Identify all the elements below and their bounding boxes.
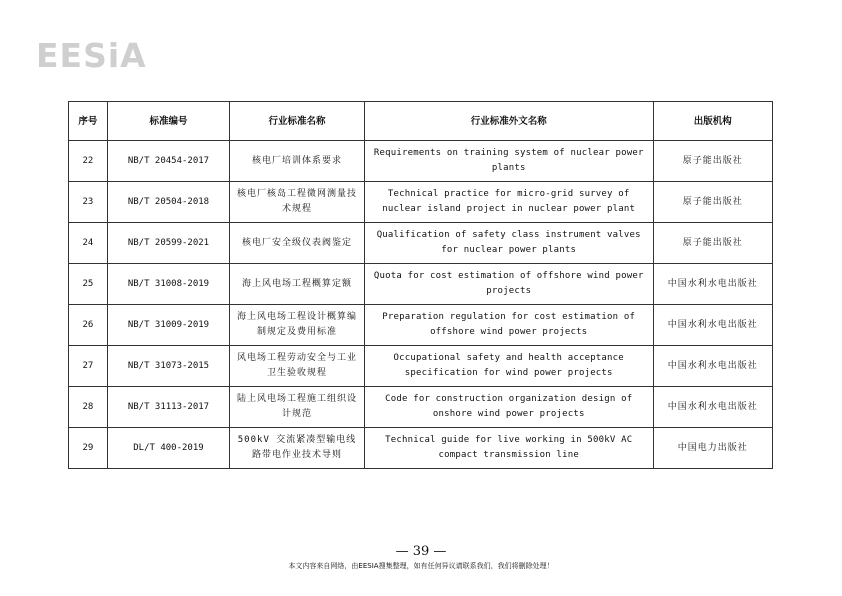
table-row: [69, 346, 773, 387]
cell-standard-code: NB/T 31073-2015: [107, 346, 229, 387]
table-row: [69, 141, 773, 182]
cell-english-name: Quota for cost estimation of offshore wind power projects: [364, 264, 653, 305]
table-row: [69, 223, 773, 264]
table-header-row: [69, 102, 773, 141]
cell-serial: 28: [69, 387, 108, 428]
cell-english-name: Preparation regulation for cost estimation of offshore wind power projects: [364, 305, 653, 346]
cell-serial: 22: [69, 141, 108, 182]
cell-standard-code: NB/T 20599-2021: [107, 223, 229, 264]
cell-standard-name: 海上风电场工程概算定额: [230, 264, 365, 305]
header-standard-name: 行业标准名称: [230, 102, 365, 141]
table-row: [69, 305, 773, 346]
cell-standard-name: 核电厂安全级仪表阀鉴定: [230, 223, 365, 264]
cell-standard-name: 核电厂核岛工程微网测量技术规程: [230, 182, 365, 223]
cell-standard-code: NB/T 20504-2018: [107, 182, 229, 223]
cell-standard-code: NB/T 31008-2019: [107, 264, 229, 305]
cell-publisher: 中国水利水电出版社: [653, 305, 772, 346]
eesia-logo: EESiA: [36, 36, 147, 75]
cell-serial: 26: [69, 305, 108, 346]
cell-english-name: Qualification of safety class instrument valves for nuclear power plants: [364, 223, 653, 264]
table-row: [69, 428, 773, 469]
cell-publisher: 原子能出版社: [653, 223, 772, 264]
cell-standard-name: 海上风电场工程设计概算编制规定及费用标准: [230, 305, 365, 346]
cell-standard-code: NB/T 31009-2019: [107, 305, 229, 346]
cell-publisher: 中国电力出版社: [653, 428, 772, 469]
cell-english-name: Occupational safety and health acceptance specification for wind power projects: [364, 346, 653, 387]
cell-serial: 29: [69, 428, 108, 469]
cell-serial: 25: [69, 264, 108, 305]
cell-serial: 27: [69, 346, 108, 387]
page-number: — 39 —: [395, 544, 447, 559]
table-row: [69, 264, 773, 305]
header-standard-code: 标准编号: [107, 102, 229, 141]
cell-english-name: Requirements on training system of nuclear power plants: [364, 141, 653, 182]
cell-english-name: Code for construction organization design of onshore wind power projects: [364, 387, 653, 428]
cell-standard-name: 核电厂培训体系要求: [230, 141, 365, 182]
table-row: [69, 182, 773, 223]
cell-standard-name: 陆上风电场工程施工组织设计规范: [230, 387, 365, 428]
header-publisher: 出版机构: [653, 102, 772, 141]
cell-standard-code: NB/T 20454-2017: [107, 141, 229, 182]
standards-table: [68, 101, 773, 469]
footer-disclaimer: 本文内容来自网络，由EESIA搜集整理，如有任何异议请联系我们，我们将删除处理！: [288, 562, 554, 570]
cell-standard-code: DL/T 400-2019: [107, 428, 229, 469]
cell-publisher: 中国水利水电出版社: [653, 264, 772, 305]
cell-standard-code: NB/T 31113-2017: [107, 387, 229, 428]
table-row: [69, 387, 773, 428]
cell-publisher: 原子能出版社: [653, 182, 772, 223]
cell-publisher: 中国水利水电出版社: [653, 346, 772, 387]
cell-publisher: 原子能出版社: [653, 141, 772, 182]
cell-english-name: Technical guide for live working in 500kV AC compact transmission line: [364, 428, 653, 469]
header-english-name: 行业标准外文名称: [364, 102, 653, 141]
header-serial: 序号: [69, 102, 108, 141]
cell-english-name: Technical practice for micro-grid survey of nuclear island project in nuclear power plant: [364, 182, 653, 223]
cell-publisher: 中国水利水电出版社: [653, 387, 772, 428]
cell-serial: 24: [69, 223, 108, 264]
cell-standard-name: 500kV 交流紧凑型输电线路带电作业技术导则: [230, 428, 365, 469]
cell-standard-name: 风电场工程劳动安全与工业卫生验收规程: [230, 346, 365, 387]
cell-serial: 23: [69, 182, 108, 223]
